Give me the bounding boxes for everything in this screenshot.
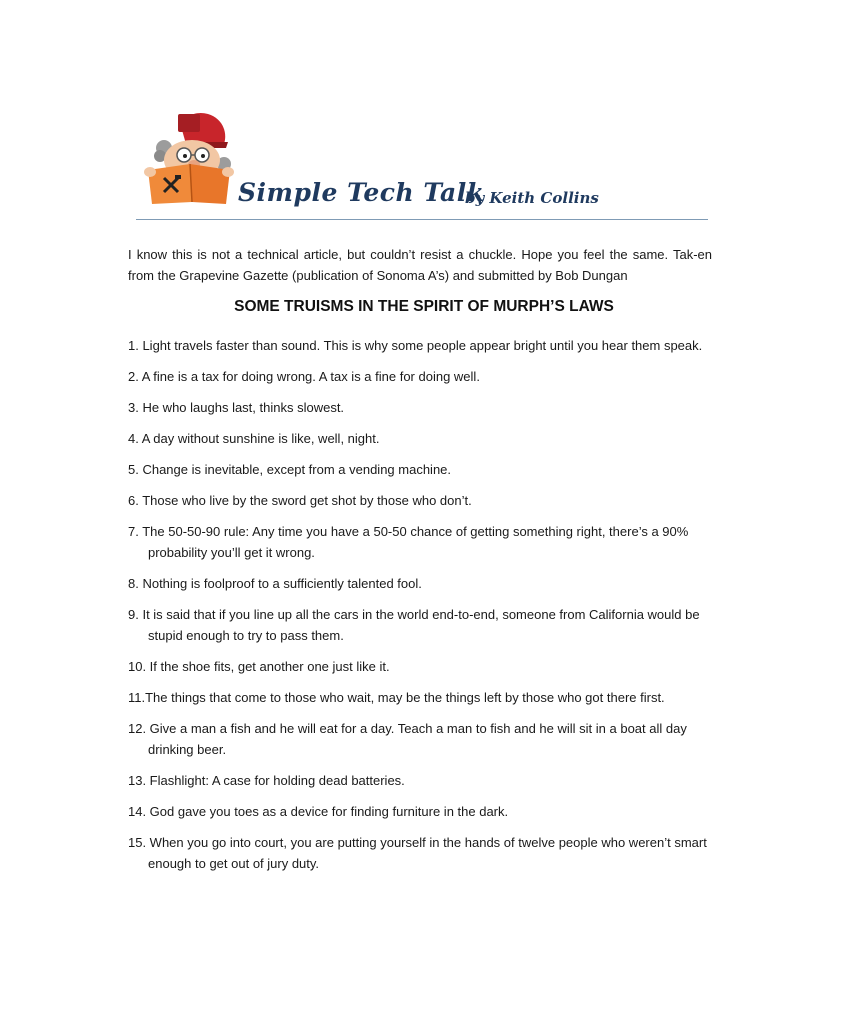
cartoon-technician-reading-book-icon: [142, 108, 236, 204]
intro-paragraph: I know this is not a technical article, but couldn’t resist a chuckle. Hope you feel the same. Tak-en from the Grapevine Gazette (publication of Sonoma A’s) and submitted by Bob Dungan: [128, 247, 712, 283]
list-item: 7. The 50-50-90 rule: Any time you have a 50-50 chance of getting something right, there’s a 90% probability you’ll get it wrong.: [128, 524, 689, 560]
truisms-list: [128, 335, 712, 884]
list-item: 5. Change is inevitable, except from a vending machine.: [128, 462, 452, 477]
author-byline: by Keith Collins: [465, 189, 599, 207]
list-item: 13. Flashlight: A case for holding dead batteries.: [128, 773, 405, 788]
article-title: Simple Tech Talk: [238, 178, 485, 207]
list-item: 15. When you go into court, you are putting yourself in the hands of twelve people who weren’t smart enough to get out of jury duty.: [128, 835, 707, 871]
list-item: 14. God gave you toes as a device for finding furniture in the dark.: [128, 804, 509, 819]
list-item: 4. A day without sunshine is like, well, night.: [128, 431, 380, 446]
section-heading: SOME TRUISMS IN THE SPIRIT OF MURPH’S LAWS: [234, 298, 614, 315]
list-item: 6. Those who live by the sword get shot by those who don’t.: [128, 493, 472, 508]
list-item: 8. Nothing is foolproof to a sufficiently talented fool.: [128, 576, 422, 591]
list-item: 3. He who laughs last, thinks slowest.: [128, 400, 345, 415]
header-divider: [136, 219, 708, 220]
list-item: 11.The things that come to those who wait, may be the things left by those who got there first.: [128, 690, 665, 705]
list-item: 9. It is said that if you line up all the cars in the world end-to-end, someone from California would be stupid enough to try to pass them.: [128, 607, 700, 643]
list-item: 10. If the shoe fits, get another one just like it.: [128, 659, 390, 674]
list-item: 12. Give a man a fish and he will eat for a day. Teach a man to fish and he will sit in a boat all day drinking beer.: [128, 721, 687, 757]
list-item: 1. Light travels faster than sound. This is why some people appear bright until you hear them speak.: [128, 338, 703, 353]
list-item: 2. A fine is a tax for doing wrong. A tax is a fine for doing well.: [128, 369, 480, 384]
